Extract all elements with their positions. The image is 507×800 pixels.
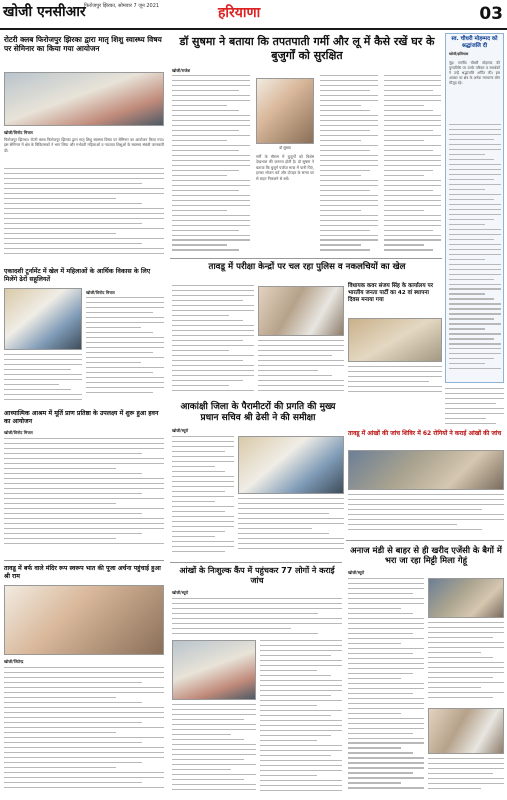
ashram-text [4, 438, 164, 548]
police-headline: तावडू में परीक्षा केन्द्रों पर चल रहा पुलिस व नकलचियों का खेल [208, 262, 406, 272]
aspirational-text-col1 [172, 436, 234, 556]
aspirational-byline: खोजी/ब्यूरो [172, 428, 189, 433]
temple-byline: खोजी/जितेन्द्र [4, 659, 24, 664]
main-text-col1 [172, 75, 250, 255]
temple-photo [4, 585, 164, 655]
aspirational-text-col2 [238, 498, 344, 556]
eye-camp-byline: खोजी/ब्यूरो [172, 590, 189, 595]
aspirational-headline: आकांक्षी जिला के पैरामीटरों की प्रगति की मुख्य प्रधान सचिव श्री ढेसी ने की समीक्षा [180, 402, 336, 423]
grain-text-col3 [428, 758, 504, 794]
divider [346, 540, 504, 541]
health-camp-photo [348, 450, 504, 490]
main-byline: खोजी/राजेश [172, 68, 191, 73]
divider [170, 258, 442, 259]
grain-byline: खोजी/ब्यूरो [348, 570, 365, 575]
ekadashi-byline: खोजी/विनोद मित्तल [86, 290, 115, 295]
grain-text-col2 [428, 622, 504, 704]
grain-photo-2 [428, 708, 504, 754]
mla-headline: विधायक कवर संजय सिंह के कार्यालय पर भारतीय जनता पार्टी का 42 वां स्थापना दिवस मनाया गया [348, 283, 433, 303]
health-camp-headline: तावडू में आंखों की जांच शिविर में 62 रोगियों ने कराई आंखों की जांच [348, 430, 502, 437]
eye-camp-photo [172, 640, 256, 700]
sidebar-byline: खोजी/इलियास [449, 52, 469, 56]
sidebar-headline: स्व. चौधरी मोहम्मद को श्रद्धांजलि दी [451, 36, 498, 49]
eye-camp-text-top [172, 598, 342, 638]
article-text-lines [4, 168, 164, 256]
doctor-photo [256, 78, 314, 144]
section-title: हरियाणा [218, 5, 261, 21]
doctor-photo-caption: डॉ सुषमा [279, 146, 291, 150]
ekadashi-headline: एकादशी टूर्नामेंट में खेल में महिलाओं के आर्थिक विकास के लिए मिलेंगे ढेरों सहूलियतें [4, 268, 151, 283]
police-text-col2 [258, 340, 344, 396]
police-photo [258, 286, 344, 336]
sidebar-body: नूंह। स्वर्गीय चौधरी मोहम्मद की पुण्यतिथि पर उनके परिवार व समर्थकों ने उन्हें श्रद्धांजलि अर्पित की। इस अवसर पर क्षेत्र के अनेक गणमान्य लोग मौजूद रहे। [449, 61, 500, 86]
grain-photo-1 [428, 578, 504, 618]
ashram-headline: आध्यात्मिक आश्रम में मूर्ति प्राण प्रतिष्ठा के उपलक्ष्य में शुरू हुआ हवन का आयोजन [4, 410, 159, 425]
main-body: गर्मी के मौसम में बुजुर्गों को विशेष देखभाल की जरूरत होती है। डॉ सुषमा ने बताया कि बुजुर्ग पर्याप्त मात्रा में पानी पिएं, हल्का भोजन करें और दोपहर के समय घर से बाहर निकलने से बचें। [256, 154, 314, 181]
ekadashi-text-2 [4, 354, 82, 404]
article-byline: खोजी/विनोद मित्तल [4, 130, 33, 135]
newspaper-brand: खोजी एनसीआर [3, 4, 86, 20]
main-text-col4 [384, 75, 441, 255]
grain-headline: अनाज मंडी से बाहर से ही खरीद एजेंसी के बैगों में भरा जा रहा मिट्टी मिला गेहूं [350, 545, 502, 566]
article-headline: रोटरी क्लब फिरोजपुर झिरका द्वारा मातृ शिशु स्वास्थ्य विषय पर सेमिनार का किया गया आयोजन [4, 35, 162, 54]
mla-text [348, 366, 442, 396]
police-text-col1 [172, 285, 254, 395]
eye-camp-headline: आंखों के निःशुल्क कैंप में पहुंचकर 77 लोगों ने कराई जांच [179, 566, 335, 585]
health-text-top [445, 388, 504, 428]
issue-date: फिरोजपुर झिरका, सोमवार 7 जून 2021 [84, 3, 160, 9]
divider [4, 560, 164, 561]
ashram-byline: खोजी/विनोद मित्तल [4, 430, 33, 435]
mla-photo [348, 318, 442, 362]
main-headline: डॉ सुषमा ने बताया कि तपतपाती गर्मी और लू में कैसे रखें घर के बुजुर्गों को सुरक्षित [179, 35, 435, 62]
page-number: 03 [479, 4, 503, 24]
grain-text-col1 [348, 578, 424, 794]
temple-headline: तावडू में बर्फ वाले मंदिर रूप स्वरूप भात की पूजा अर्चना पहुंचाई हुआ श्री राम [4, 565, 161, 580]
aspirational-photo [238, 436, 344, 494]
ekadashi-photo [4, 288, 82, 350]
masthead [0, 0, 507, 30]
sidebar-text-lines [449, 124, 501, 374]
health-camp-text [348, 494, 504, 532]
divider [170, 562, 342, 563]
sidebar-box [445, 33, 504, 383]
temple-text [4, 667, 164, 795]
eye-camp-text-col2 [260, 640, 342, 795]
article-photo [4, 72, 164, 126]
eye-camp-text-col1 [172, 704, 256, 794]
main-text-col3 [320, 75, 378, 255]
ekadashi-text [86, 297, 164, 397]
article-body: फिरोजपुर झिरका। रोटरी क्लब फिरोजपुर झिरका द्वारा मातृ शिशु स्वास्थ्य विषय पर सेमिनार का आयोजन किया गया। इस सेमिनार में क्षेत्र के चिकित्सकों ने भाग लिया और गर्भवती महिलाओं व नवजात शिशुओं के स्वास्थ्य संबंधी जानकारी दी। [4, 137, 164, 153]
